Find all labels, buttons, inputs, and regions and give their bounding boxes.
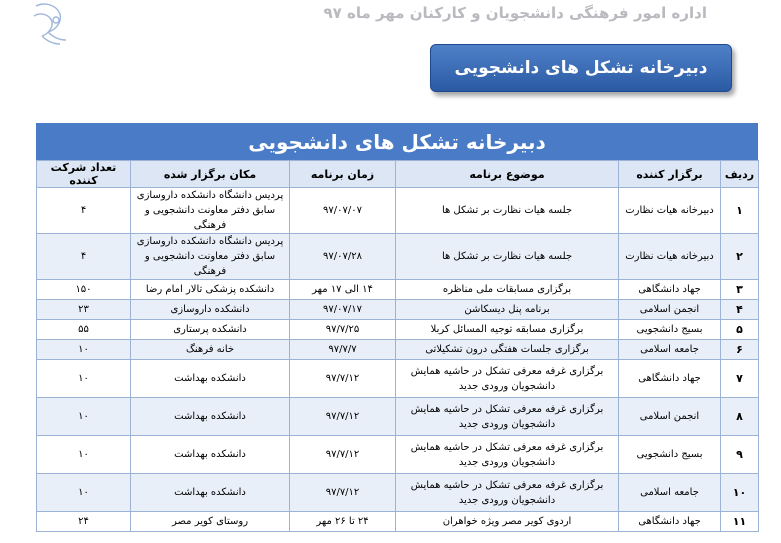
university-logo-icon [26, 0, 74, 46]
row-number: ۳ [721, 280, 759, 300]
time-cell: ۹۷/۷/۲۵ [290, 320, 396, 340]
time-cell: ۹۷/۷/۱۲ [290, 474, 396, 512]
organizer-cell: انجمن اسلامی [619, 398, 721, 436]
place-cell: دانشکده بهداشت [131, 474, 290, 512]
organizer-cell: جامعه اسلامی [619, 340, 721, 360]
table-row [37, 280, 759, 300]
count-cell: ۱۰ [37, 436, 131, 474]
row-number: ۶ [721, 340, 759, 360]
organizer-cell: دبیرخانه هیات نظارت [619, 188, 721, 234]
place-cell: دانشکده بهداشت [131, 398, 290, 436]
table-row [37, 436, 759, 474]
place-cell: دانشکده بهداشت [131, 436, 290, 474]
organizer-cell: جهاد دانشگاهی [619, 360, 721, 398]
col-header-topic: موضوع برنامه [396, 161, 619, 188]
place-cell: دانشکده پزشکی تالار امام رضا [131, 280, 290, 300]
organizer-cell: بسیج دانشجویی [619, 436, 721, 474]
row-number: ۹ [721, 436, 759, 474]
count-cell: ۵۵ [37, 320, 131, 340]
place-cell: پردیس دانشگاه دانشکده داروسازی سابق دفتر معاونت دانشجویی و فرهنگی [131, 234, 290, 280]
row-number: ۱۱ [721, 512, 759, 532]
time-cell: ۹۷/۷/۱۲ [290, 360, 396, 398]
place-cell: پردیس دانشگاه دانشکده داروسازی سابق دفتر معاونت دانشجویی و فرهنگی [131, 188, 290, 234]
count-cell: ۲۴ [37, 512, 131, 532]
organization-header: اداره امور فرهنگی دانشجویان و کارکنان مهر ماه ۹۷ [323, 4, 707, 22]
table-row [37, 300, 759, 320]
topic-cell: جلسه هیات نظارت بر تشکل ها [396, 234, 619, 280]
table-title-banner: دبیرخانه تشکل های دانشجویی [36, 123, 758, 160]
table-row [37, 512, 759, 532]
row-number: ۴ [721, 300, 759, 320]
time-cell: ۹۷/۷/۷ [290, 340, 396, 360]
row-number: ۱۰ [721, 474, 759, 512]
topic-cell: برگزاری غرفه معرفی تشکل در حاشیه همایش دانشجویان ورودی جدید [396, 474, 619, 512]
organizer-cell: جهاد دانشگاهی [619, 280, 721, 300]
topic-cell: اردوی کویر مصر ویژه خواهران [396, 512, 619, 532]
table-row [37, 360, 759, 398]
col-header-place: مکان برگزار شده [131, 161, 290, 188]
count-cell: ۱۰ [37, 474, 131, 512]
count-cell: ۱۰ [37, 398, 131, 436]
table-row [37, 234, 759, 280]
organizer-cell: دبیرخانه هیات نظارت [619, 234, 721, 280]
topic-cell: برگزاری غرفه معرفی تشکل در حاشیه همایش دانشجویان ورودی جدید [396, 360, 619, 398]
row-number: ۷ [721, 360, 759, 398]
title-button[interactable]: دبیرخانه تشکل های دانشجویی [430, 44, 732, 92]
count-cell: ۱۵۰ [37, 280, 131, 300]
topic-cell: برگزاری جلسات هفتگی درون تشکیلاتی [396, 340, 619, 360]
table-row [37, 188, 759, 234]
row-number: ۸ [721, 398, 759, 436]
events-table [36, 160, 759, 532]
time-cell: ۹۷/۰۷/۱۷ [290, 300, 396, 320]
place-cell: دانشکده پرستاری [131, 320, 290, 340]
time-cell: ۹۷/۰۷/۰۷ [290, 188, 396, 234]
organizer-cell: جهاد دانشگاهی [619, 512, 721, 532]
place-cell: دانشکده بهداشت [131, 360, 290, 398]
topic-cell: برگزاری مسابقات ملی مناظره [396, 280, 619, 300]
time-cell: ۱۴ الی ۱۷ مهر [290, 280, 396, 300]
table-row [37, 474, 759, 512]
place-cell: خانه فرهنگ [131, 340, 290, 360]
time-cell: ۲۴ تا ۲۶ مهر [290, 512, 396, 532]
organizer-cell: انجمن اسلامی [619, 300, 721, 320]
place-cell: دانشکده داروسازی [131, 300, 290, 320]
organizer-cell: جامعه اسلامی [619, 474, 721, 512]
time-cell: ۹۷/۷/۱۲ [290, 398, 396, 436]
col-header-participants: تعداد شرکت کننده [37, 161, 131, 188]
count-cell: ۱۰ [37, 360, 131, 398]
time-cell: ۹۷/۰۷/۲۸ [290, 234, 396, 280]
col-header-organizer: برگزار کننده [619, 161, 721, 188]
col-header-row-number: ردیف [721, 161, 759, 188]
topic-cell: برگزاری غرفه معرفی تشکل در حاشیه همایش دانشجویان ورودی جدید [396, 398, 619, 436]
col-header-time: زمان برنامه [290, 161, 396, 188]
count-cell: ۴ [37, 188, 131, 234]
count-cell: ۱۰ [37, 340, 131, 360]
table-header-row [37, 161, 759, 188]
topic-cell: برنامه پنل دیسکاشن [396, 300, 619, 320]
count-cell: ۴ [37, 234, 131, 280]
count-cell: ۲۳ [37, 300, 131, 320]
row-number: ۱ [721, 188, 759, 234]
place-cell: روستای کویر مصر [131, 512, 290, 532]
row-number: ۲ [721, 234, 759, 280]
topic-cell: جلسه هیات نظارت بر تشکل ها [396, 188, 619, 234]
table-row [37, 398, 759, 436]
table-row [37, 320, 759, 340]
topic-cell: برگزاری مسابقه توجیه المسائل کربلا [396, 320, 619, 340]
organizer-cell: بسیج دانشجویی [619, 320, 721, 340]
time-cell: ۹۷/۷/۱۲ [290, 436, 396, 474]
topic-cell: برگزاری غرفه معرفی تشکل در حاشیه همایش دانشجویان ورودی جدید [396, 436, 619, 474]
row-number: ۵ [721, 320, 759, 340]
table-row [37, 340, 759, 360]
